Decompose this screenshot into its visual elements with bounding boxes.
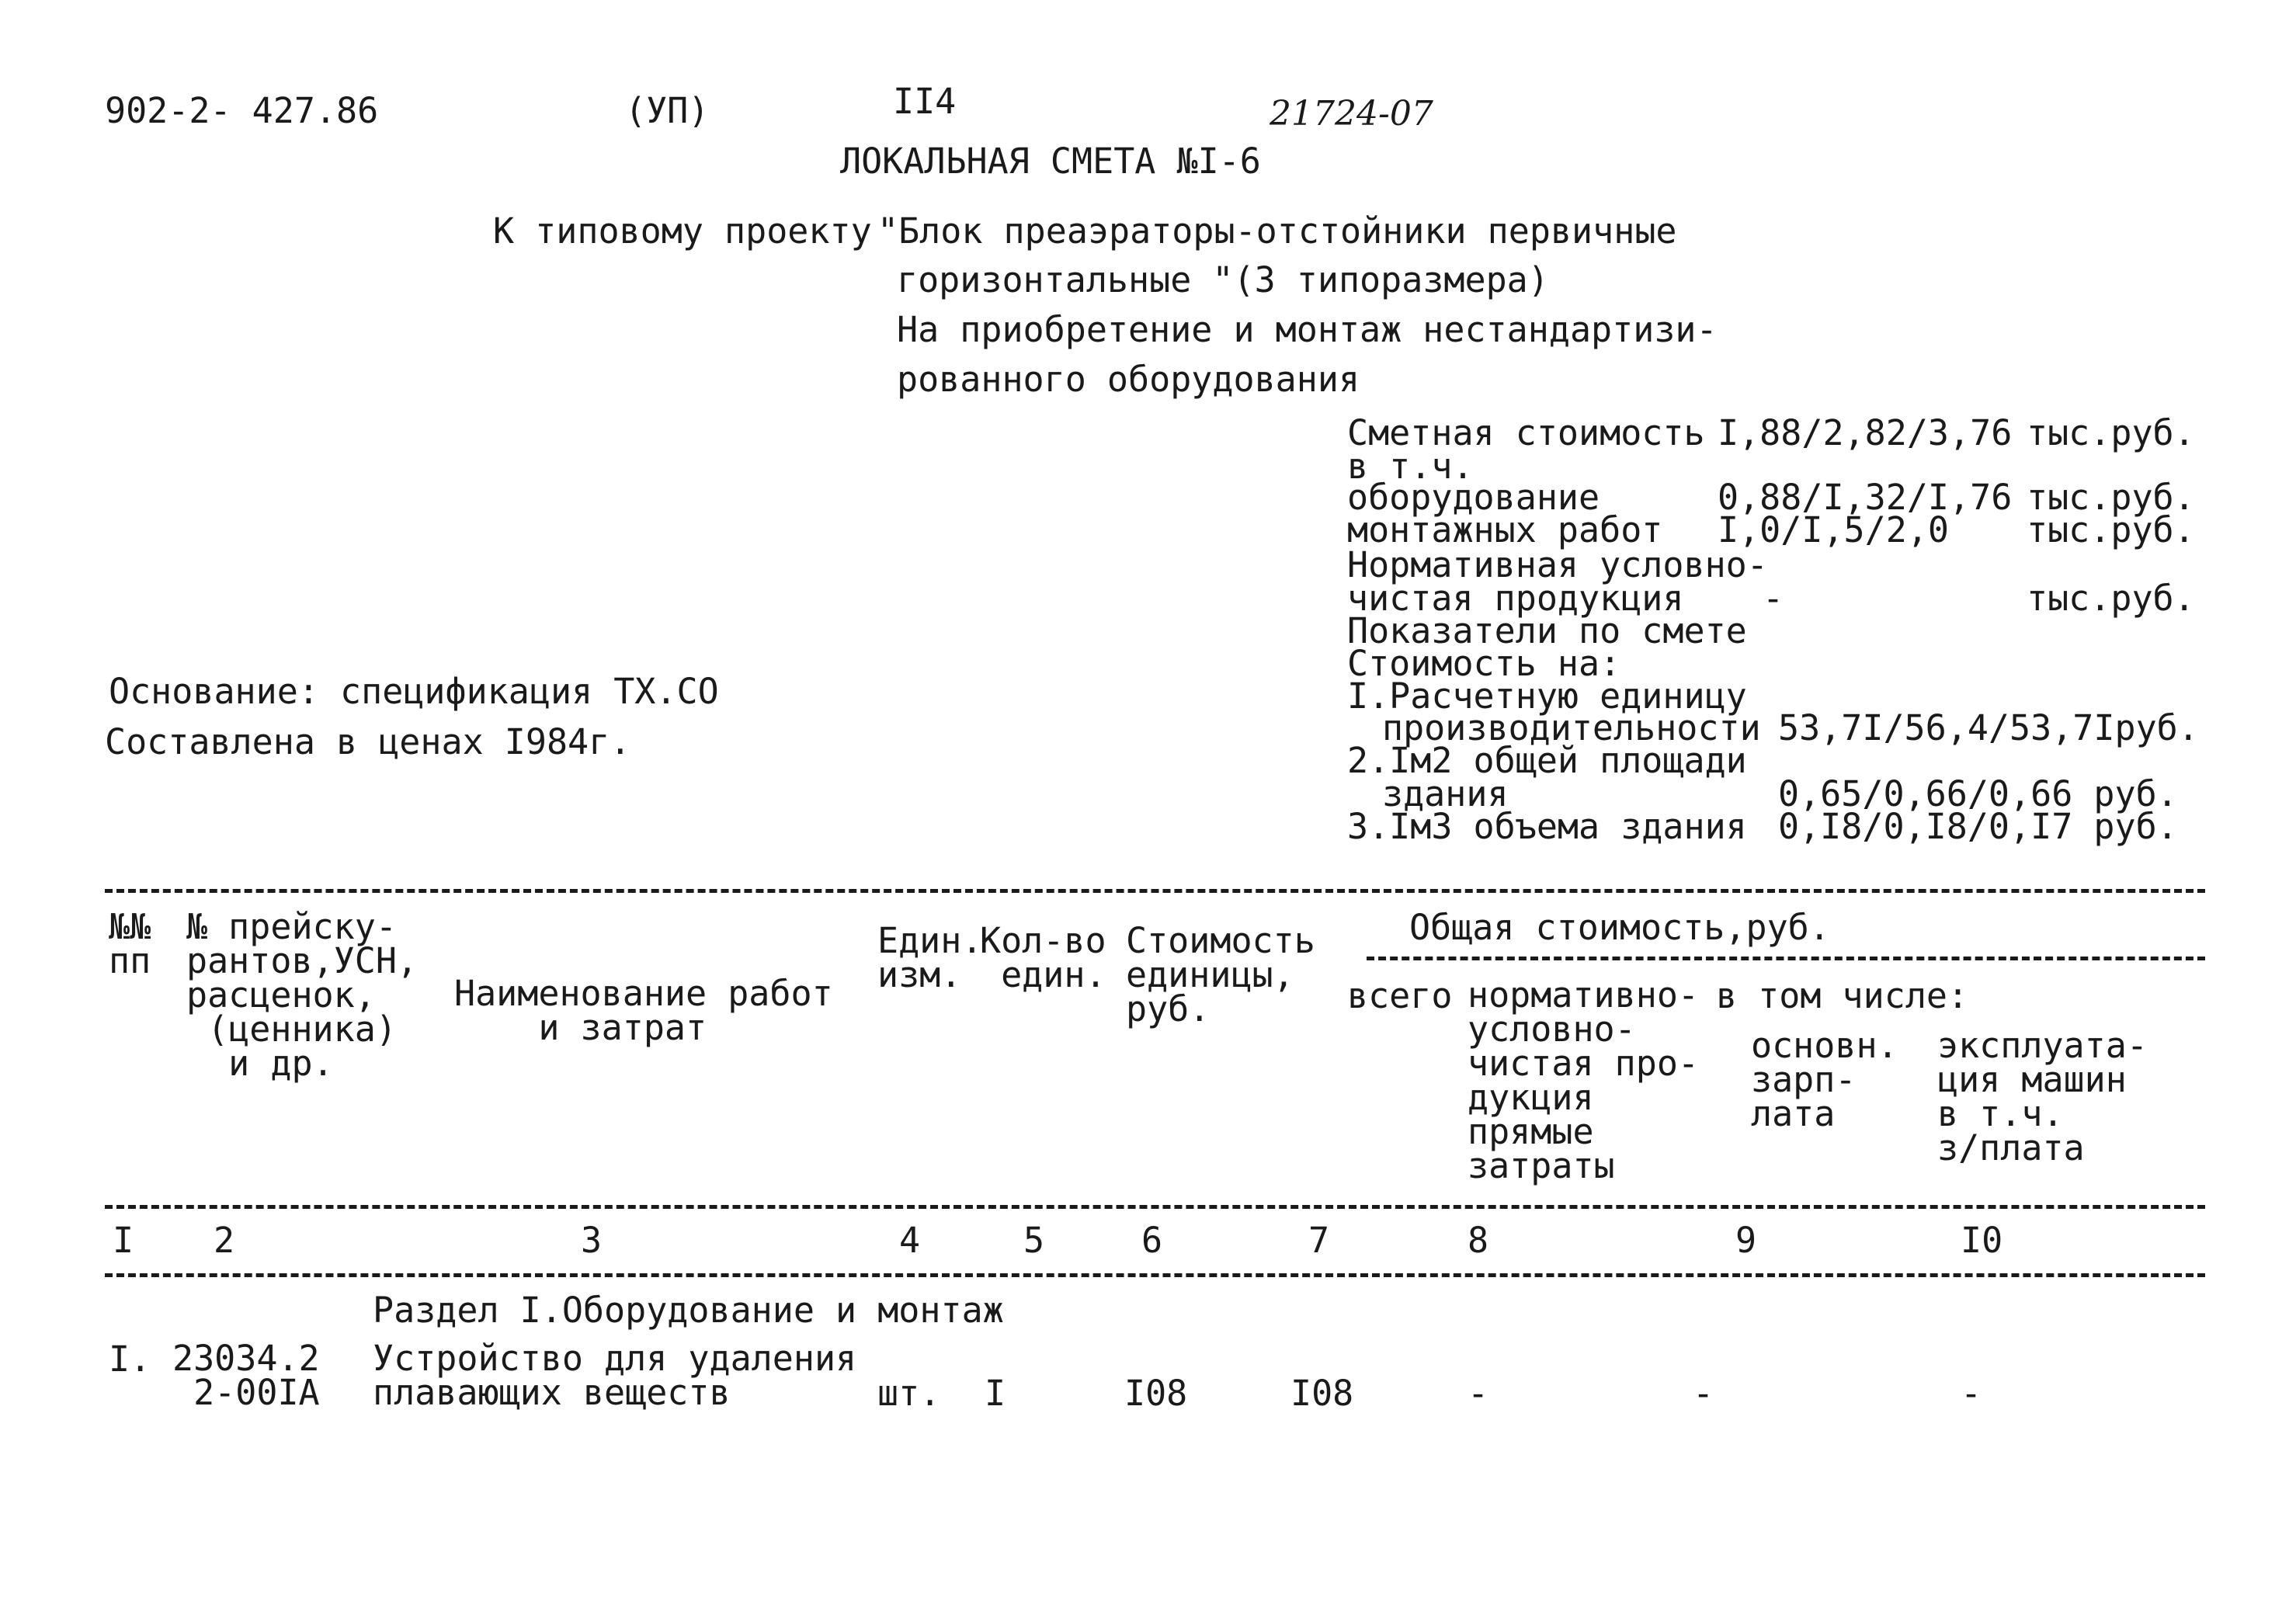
cost-label: Сметная стоимость [1347, 412, 1705, 453]
col-header-total-cost-group: Общая стоимость,руб. [1409, 907, 1830, 948]
cost-unit: тыс.руб. [2027, 477, 2195, 518]
album-label: (УП) [625, 90, 710, 131]
cost-label: Нормативная условно- [1347, 544, 1768, 585]
cost-label: Стоимость на: [1347, 643, 1621, 684]
project-purpose-line1: На приобретение и монтаж нестандартизи- [897, 309, 1718, 350]
cost-label: Показатели по смете [1347, 610, 1747, 651]
document-title: ЛОКАЛЬНАЯ СМЕТА №I-6 [840, 141, 1261, 182]
col-number: 4 [899, 1220, 921, 1261]
table-top-rule [105, 889, 2205, 893]
row-total: I08 [1290, 1373, 1354, 1414]
page-number: II4 [893, 81, 957, 122]
basis-line2: Составлена в ценах I984г. [105, 721, 631, 762]
cost-value: I,88/2,82/3,76 [1718, 412, 2013, 453]
row-name: Устройство для удаления плавающих веществ [373, 1338, 857, 1413]
col-number: 5 [1023, 1220, 1045, 1261]
cost-value: 53,7I/56,4/53,7Iруб. [1778, 707, 2199, 748]
project-name-line1: "Блок преаэраторы-отстойники первичные [877, 210, 1677, 252]
cost-unit: тыс.руб. [2027, 412, 2195, 453]
col-number: 7 [1308, 1220, 1330, 1261]
col-header-unit: Един. изм. [877, 920, 983, 995]
project-name-line2: горизонтальные "(3 типоразмера) [897, 259, 1549, 300]
row-machines: - [1961, 1373, 1982, 1414]
cost-unit: тыс.руб. [2027, 509, 2195, 550]
cost-label: производительности [1382, 707, 1761, 748]
cost-label: здания [1382, 773, 1509, 814]
cost-label: в т.ч. [1347, 446, 1474, 487]
col-number: 6 [1141, 1220, 1163, 1261]
row-npc: - [1468, 1373, 1489, 1414]
cost-unit: тыс.руб. [2027, 578, 2195, 619]
cost-value: I,0/I,5/2,0 [1718, 509, 1950, 550]
cost-value: 0,88/I,32/I,76 [1718, 477, 2013, 518]
row-wages: - [1693, 1373, 1714, 1414]
cost-label: 2.Iм2 общей площади [1347, 740, 1747, 781]
col-number: 9 [1735, 1220, 1757, 1261]
col-header-npc: нормативно- условно- чистая про- дукция прямые затраты [1468, 974, 1700, 1186]
col-number: 3 [581, 1220, 603, 1261]
group-rule [1367, 957, 2205, 960]
col-header-machines: эксплуата- ция машин в т.ч. з/плата [1937, 1025, 2148, 1168]
header-bottom-rule [105, 1205, 2205, 1209]
col-number: 8 [1468, 1220, 1489, 1261]
section-title: Раздел I.Оборудование и монтаж [373, 1290, 1004, 1331]
col-header-unit-cost: Стоимость единицы, руб. [1126, 920, 1315, 1029]
project-prefix: К типовому проекту [493, 210, 872, 252]
numbers-bottom-rule [105, 1273, 2205, 1277]
basis-line1: Основание: спецификация ТХ.СО [109, 671, 719, 712]
col-number: 2 [214, 1220, 235, 1261]
cost-label: I.Расчетную единицу [1347, 675, 1747, 717]
col-header-qty: Кол-во един. [980, 920, 1106, 995]
row-number: I. [109, 1338, 151, 1380]
row-unit-cost: I08 [1124, 1373, 1188, 1414]
cost-value: - [1763, 578, 1784, 619]
cost-label: оборудование [1347, 477, 1600, 518]
col-header-price-list: № прейску- рантов,УСН, расценок, (ценника) и др. [186, 906, 419, 1084]
handwritten-number: 21724-07 [1270, 94, 1433, 134]
col-number: I0 [1961, 1220, 2003, 1261]
doc-code: 902-2- 427.86 [105, 90, 379, 131]
cost-label: чистая продукция [1347, 578, 1684, 619]
col-header-num: №№ пп [109, 906, 151, 981]
col-header-work-name: Наименование работ и затрат [454, 973, 833, 1048]
col-header-in-that: в том числе: [1716, 975, 1969, 1016]
project-purpose-line2: рованного оборудования [897, 359, 1360, 400]
cost-label: монтажных работ [1347, 509, 1663, 550]
row-code: 23034.2 2-00IА [172, 1338, 320, 1413]
row-qty: I [985, 1373, 1006, 1414]
row-unit: шт. [877, 1373, 941, 1414]
col-header-wages: основн. зарп- лата [1751, 1025, 1898, 1134]
cost-label: 3.Iм3 объема здания [1347, 806, 1747, 847]
col-header-total: всего [1347, 975, 1453, 1016]
cost-value: 0,65/0,66/0,66 руб. [1778, 773, 2178, 814]
cost-value: 0,I8/0,I8/0,I7 руб. [1778, 806, 2178, 847]
col-number: I [113, 1220, 134, 1261]
